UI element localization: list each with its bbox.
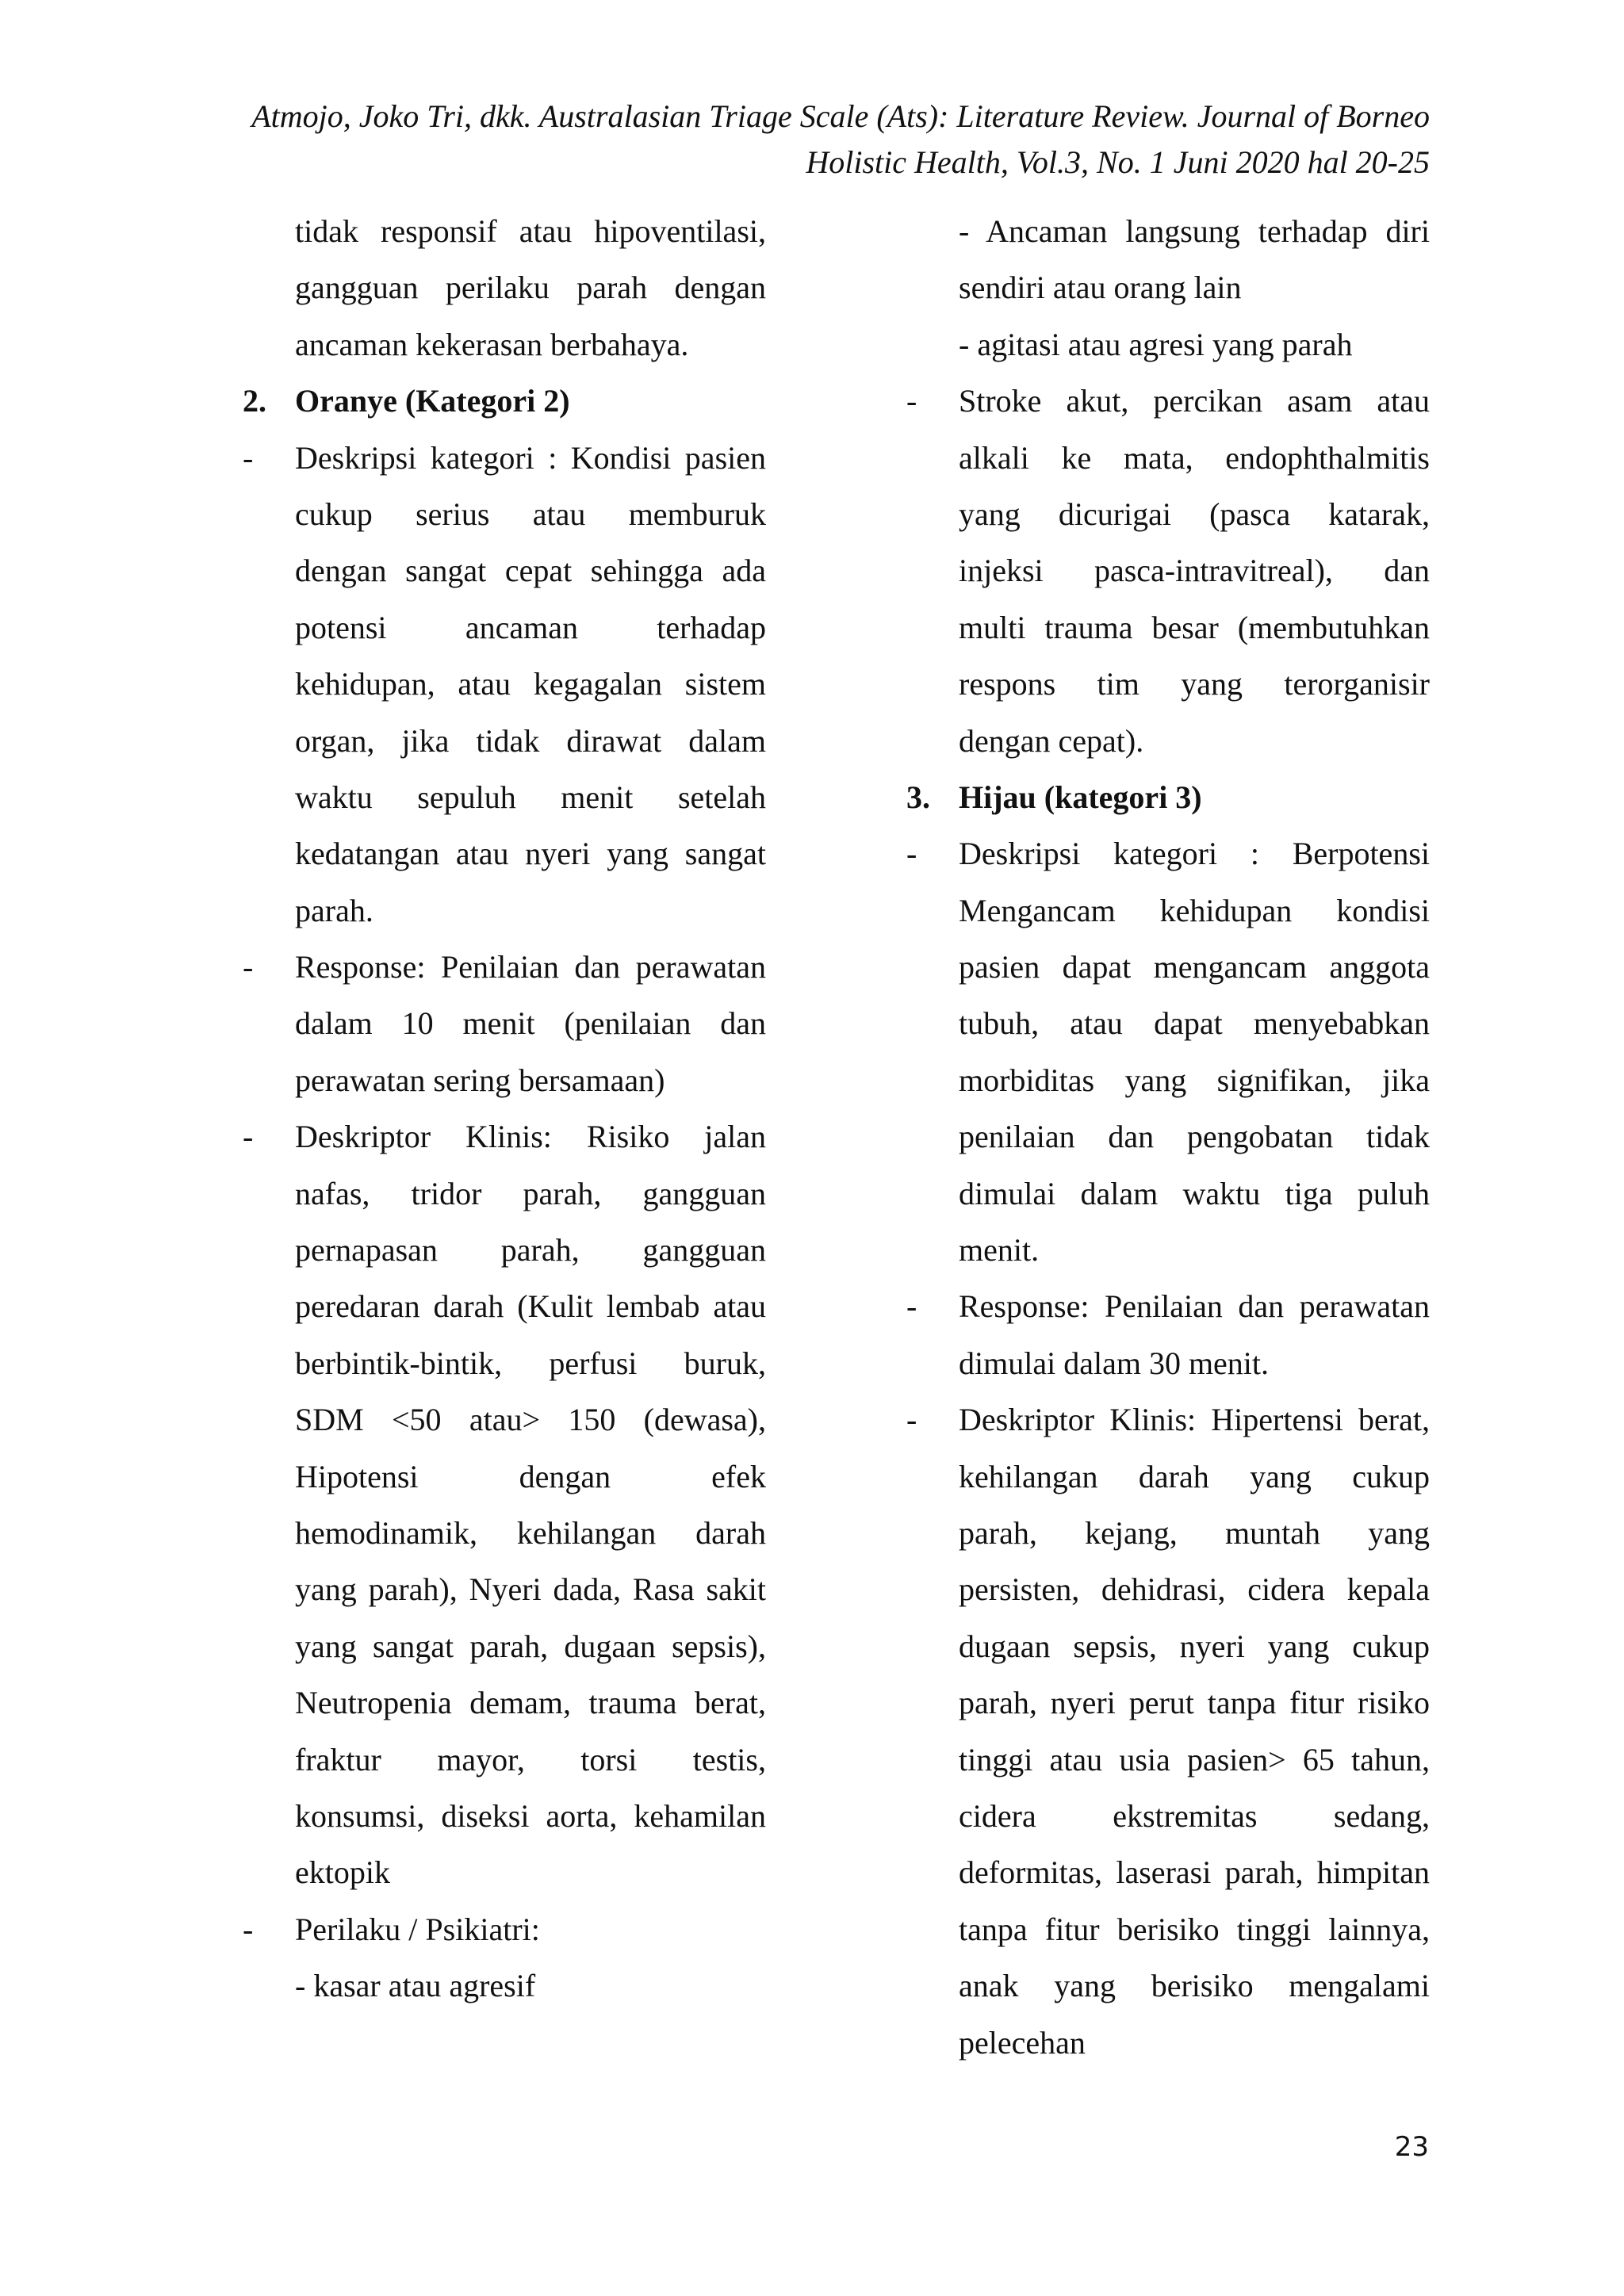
text-line [906,825,1430,882]
line-text: Response: Penilaian dan perawatan [959,1288,1430,1325]
line-text: kedatangan atau nyeri yang sangat [295,836,766,872]
bullet-dash: - [906,1288,917,1325]
bullet-dash: - [243,949,254,985]
text-line [906,995,1430,1051]
text-line [243,995,766,1051]
text-line [243,939,766,995]
line-text: pernapasan parah, gangguan [295,1232,766,1269]
text-line [243,1222,766,1278]
text-line [243,430,766,486]
text-line [906,769,1430,825]
text-line [906,542,1430,599]
text-line [906,1505,1430,1561]
text-line [243,1335,766,1391]
right-column [906,203,1430,2071]
line-text: cukup serius atau memburuk [295,496,766,532]
line-text: Response: Penilaian dan perawatan [295,949,766,985]
text-line [906,1844,1430,1900]
text-line [906,656,1430,712]
text-line [243,259,766,316]
text-line [243,1278,766,1334]
text-line [906,259,1430,316]
header-line-1: Atmojo, Joko Tri, dkk. Australasian Triage Scale (Ats): Literature Review. Journal of Borneo [251,98,1430,134]
text-line [906,1618,1430,1674]
line-text: - agitasi atau agresi yang parah [959,326,1353,362]
line-text: kehidupan, atau kegagalan sistem [295,666,766,702]
text-line [906,939,1430,995]
text-line [243,203,766,259]
line-text: pasien dapat mengancam anggota [959,949,1430,985]
line-text: Perilaku / Psikiatri: [295,1911,540,1947]
line-text: ektopik [295,1854,390,1891]
text-line [906,203,1430,259]
line-text: SDM <50 atau> 150 (dewasa), [295,1402,766,1438]
line-text: cidera ekstremitas sedang, [959,1797,1430,1834]
line-text: tidak responsif atau hipoventilasi, [295,213,766,249]
text-line [906,373,1430,429]
text-line [243,882,766,939]
line-text: Deskripsi kategori : Berpotensi [959,836,1430,872]
text-line [243,713,766,769]
line-text: Mengancam kehidupan kondisi [959,892,1430,928]
line-text: hemodinamik, kehilangan darah [295,1514,766,1551]
text-line [906,316,1430,373]
line-text: perawatan sering bersamaan) [295,1062,665,1098]
text-line [906,599,1430,656]
text-line [906,486,1430,542]
line-text: dengan sangat cepat sehingga ada [295,553,766,589]
line-text: tanpa fitur berisiko tinggi lainnya, [959,1911,1430,1947]
line-text: Deskriptor Klinis: Hipertensi berat, [959,1402,1430,1438]
text-line [243,656,766,712]
text-line [906,1957,1430,2014]
line-text: dengan cepat). [959,722,1144,759]
text-line [906,1108,1430,1165]
line-text: - Ancaman langsung terhadap diri [959,213,1430,249]
line-text: Deskripsi kategori : Kondisi pasien [295,439,766,476]
text-line [906,882,1430,939]
line-text: tinggi atau usia pasien> 65 tahun, [959,1741,1430,1777]
text-line [243,1674,766,1731]
text-line [243,1618,766,1674]
text-line [243,1391,766,1448]
line-text: Hipotensi dengan efek [295,1458,766,1494]
text-line [906,1052,1430,1108]
text-line [906,1391,1430,1448]
text-line [243,1108,766,1165]
line-text: fraktur mayor, torsi testis, [295,1741,766,1777]
text-line [243,1561,766,1617]
list-number: 2. [243,383,266,419]
section-heading: Oranye (Kategori 2) [295,383,570,419]
bullet-dash: - [906,836,917,872]
line-text: injeksi pasca-intravitreal), dan [959,553,1430,589]
line-text: anak yang berisiko mengalami [959,1968,1430,2004]
line-text: parah, kejang, muntah yang [959,1514,1430,1551]
line-text: alkali ke mata, endophthalmitis [959,439,1430,476]
line-text: parah, nyeri perut tanpa fitur risiko [959,1685,1430,1721]
line-text: konsumsi, diseksi aorta, kehamilan [295,1797,766,1834]
line-text: kehilangan darah yang cukup [959,1458,1430,1494]
header-line-2: Holistic Health, Vol.3, No. 1 Juni 2020 hal 20-25 [806,144,1430,180]
line-text: Stroke akut, percikan asam atau [959,383,1430,419]
line-text: multi trauma besar (membutuhkan [959,609,1430,645]
text-line [906,1561,1430,1617]
line-text: peredaran darah (Kulit lembab atau [295,1288,766,1325]
text-line [243,373,766,429]
list-number: 3. [906,779,930,815]
line-text: potensi ancaman terhadap [295,609,766,645]
line-text: dugaan sepsis, nyeri yang cukup [959,1628,1430,1664]
text-line [906,1278,1430,1334]
text-line [243,542,766,599]
line-text: berbintik-bintik, perfusi buruk, [295,1345,766,1381]
text-line [243,1957,766,2014]
text-line [906,713,1430,769]
bullet-dash: - [906,1402,917,1438]
line-text: waktu sepuluh menit setelah [295,779,766,815]
text-line [243,599,766,656]
bullet-dash: - [243,439,254,476]
text-line [906,1732,1430,1788]
line-text: pelecehan [959,2024,1086,2061]
line-text: menit. [959,1232,1040,1269]
line-text: tubuh, atau dapat menyebabkan [959,1005,1430,1042]
text-line [243,1844,766,1900]
line-text: morbiditas yang signifikan, jika [959,1062,1430,1098]
line-text: yang dicurigai (pasca katarak, [959,496,1430,532]
line-text: respons tim yang terorganisir [959,666,1430,702]
text-line [243,1165,766,1222]
line-text: Deskriptor Klinis: Risiko jalan [295,1119,766,1155]
text-line [906,1448,1430,1505]
line-text: penilaian dan pengobatan tidak [959,1119,1430,1155]
text-line [906,430,1430,486]
line-text: deformitas, laserasi parah, himpitan [959,1854,1430,1891]
text-line [243,1505,766,1561]
left-column [243,203,766,2015]
text-line [243,1052,766,1108]
line-text: dalam 10 menit (penilaian dan [295,1005,766,1042]
text-line [243,1788,766,1844]
text-line [906,1335,1430,1391]
line-text: persisten, dehidrasi, cidera kepala [959,1571,1430,1608]
text-line [243,769,766,825]
page-number: 23 [1394,2131,1429,2163]
line-text: sendiri atau orang lain [959,270,1242,306]
bullet-dash: - [243,1911,254,1947]
line-text: nafas, tridor parah, gangguan [295,1175,766,1211]
line-text: parah. [295,892,373,928]
section-heading: Hijau (kategori 3) [959,779,1202,815]
line-text: yang sangat parah, dugaan sepsis), [295,1628,766,1664]
bullet-dash: - [243,1119,254,1155]
line-text: dimulai dalam 30 menit. [959,1345,1270,1381]
text-line [906,1222,1430,1278]
text-line [243,1448,766,1505]
text-line [243,1732,766,1788]
text-line [906,1788,1430,1844]
text-line [243,486,766,542]
text-line [243,1901,766,1957]
bullet-dash: - [906,383,917,419]
text-line [243,825,766,882]
line-text: Neutropenia demam, trauma berat, [295,1685,766,1721]
line-text: - kasar atau agresif [295,1968,536,2004]
line-text: gangguan perilaku parah dengan [295,270,766,306]
line-text: yang parah), Nyeri dada, Rasa sakit [295,1571,766,1608]
line-text: dimulai dalam waktu tiga puluh [959,1175,1430,1211]
line-text: organ, jika tidak dirawat dalam [295,722,766,759]
text-line [906,1165,1430,1222]
text-line [906,2015,1430,2071]
text-line [243,316,766,373]
running-header [240,94,1430,186]
line-text: ancaman kekerasan berbahaya. [295,326,689,362]
text-line [906,1901,1430,1957]
text-line [906,1674,1430,1731]
